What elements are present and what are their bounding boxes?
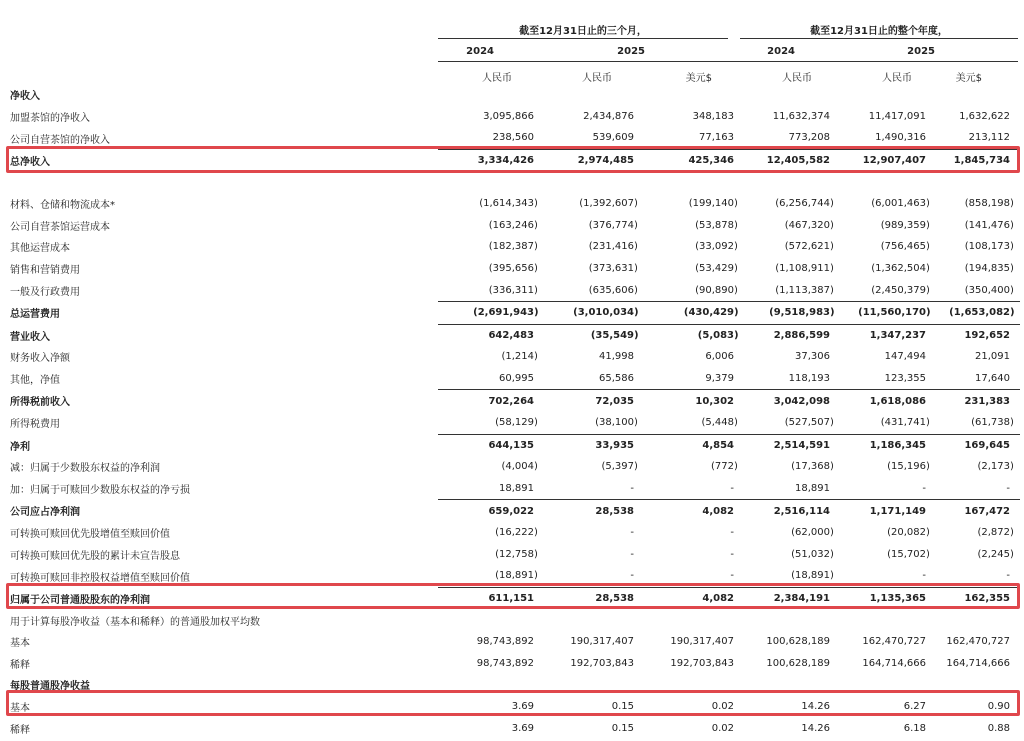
- row-value: -: [630, 482, 634, 494]
- row-value: -: [730, 570, 734, 582]
- row-label: 所得税费用: [10, 419, 60, 431]
- row-value: 2,974,485: [544, 149, 644, 171]
- row-label: 减：归属于少数股东权益的净利润: [10, 463, 160, 475]
- row-value: 642,483: [438, 324, 544, 346]
- row-value: (431,741): [880, 417, 930, 429]
- row-value: 17,640: [975, 373, 1010, 385]
- row-value: [840, 609, 936, 631]
- row-value: [438, 84, 544, 106]
- row-label: 其他，净值: [10, 375, 60, 387]
- row-value: 1,845,734: [936, 149, 1020, 171]
- table-row: [10, 258, 1020, 280]
- row-value: 238,560: [492, 132, 534, 144]
- row-label: 一般及行政费用: [10, 286, 80, 298]
- row-value: [744, 609, 840, 631]
- row-value: (6,001,463): [871, 198, 930, 210]
- row-value: (62,000): [791, 527, 834, 539]
- row-value: 0.15: [611, 722, 634, 734]
- row-value: 2,514,591: [744, 434, 840, 456]
- row-value: 10,302: [644, 390, 744, 412]
- year-header: 2025: [907, 46, 935, 57]
- row-value: 162,470,727: [946, 636, 1010, 648]
- row-value: [438, 674, 544, 696]
- row-value: 169,645: [936, 434, 1020, 456]
- row-value: [840, 171, 936, 193]
- row-value: (163,246): [488, 219, 538, 231]
- row-value: (194,835): [964, 263, 1014, 275]
- row-value: [644, 674, 744, 696]
- row-value: (756,465): [880, 241, 930, 253]
- row-value: 0.02: [711, 722, 734, 734]
- row-value: 18,891: [499, 482, 534, 494]
- row-value: 773,208: [788, 132, 830, 144]
- table-row: [10, 587, 1020, 609]
- row-label: 用于计算每股净收益（基本和稀释）的普通股加权平均数: [10, 616, 260, 628]
- year-divider: [438, 61, 1018, 62]
- row-value: 164,714,666: [862, 657, 926, 669]
- row-value: 100,628,189: [766, 657, 830, 669]
- row-value: 98,743,892: [476, 657, 534, 669]
- row-value: (11,560,170): [840, 301, 936, 324]
- row-value: 167,472: [936, 500, 1020, 522]
- row-value: 192,652: [936, 324, 1020, 346]
- row-value: 21,091: [975, 351, 1010, 363]
- currency-header: 美元$: [955, 73, 982, 84]
- row-value: 118,193: [788, 373, 830, 385]
- row-value: (53,429): [695, 263, 738, 275]
- row-value: -: [730, 548, 734, 560]
- row-value: (15,702): [887, 548, 930, 560]
- table-row: [10, 412, 1020, 434]
- row-label: [10, 171, 438, 193]
- row-value: 123,355: [884, 373, 926, 385]
- row-value: 702,264: [438, 390, 544, 412]
- row-value: (231,416): [588, 241, 638, 253]
- row-value: 539,609: [592, 132, 634, 144]
- row-value: (2,245): [977, 548, 1014, 560]
- row-value: (3,010,034): [544, 301, 644, 324]
- row-value: [644, 84, 744, 106]
- row-value: [438, 171, 544, 193]
- currency-header: 美元$: [685, 73, 712, 84]
- row-value: 2,384,191: [744, 587, 840, 609]
- table-row: [10, 390, 1020, 412]
- row-value: (350,400): [964, 284, 1014, 296]
- row-value: (5,397): [601, 461, 638, 473]
- row-value: [936, 84, 1020, 106]
- row-value: -: [630, 548, 634, 560]
- row-value: [438, 609, 544, 631]
- row-value: [936, 609, 1020, 631]
- row-value: 1,347,237: [840, 324, 936, 346]
- row-value: 1,632,622: [959, 110, 1010, 122]
- row-value: 28,538: [544, 587, 644, 609]
- row-value: (51,032): [791, 548, 834, 560]
- row-value: (430,429): [644, 301, 744, 324]
- row-value: (18,891): [495, 570, 538, 582]
- row-value: (858,198): [964, 198, 1014, 210]
- row-value: 28,538: [544, 500, 644, 522]
- row-value: -: [630, 527, 634, 539]
- row-label: 财务收入净额: [10, 353, 70, 365]
- row-value: [544, 171, 644, 193]
- row-value: (141,476): [964, 219, 1014, 231]
- row-value: [644, 171, 744, 193]
- row-value: 659,022: [438, 500, 544, 522]
- row-label: 净利: [10, 441, 30, 453]
- row-value: (527,507): [784, 417, 834, 429]
- row-value: -: [1006, 570, 1010, 582]
- table-row: [10, 631, 1020, 653]
- row-label: 材料、仓储和物流成本*: [10, 200, 115, 212]
- row-value: (1,108,911): [775, 263, 834, 275]
- row-value: (6,256,744): [775, 198, 834, 210]
- row-value: 60,995: [499, 373, 534, 385]
- row-value: 12,405,582: [744, 149, 840, 171]
- row-value: 33,935: [544, 434, 644, 456]
- table-row: [10, 717, 1020, 739]
- table-row: [10, 84, 1020, 106]
- row-value: 11,632,374: [772, 110, 830, 122]
- row-value: (9,518,983): [744, 301, 840, 324]
- row-value: 162,470,727: [862, 636, 926, 648]
- table-row: [10, 171, 1020, 193]
- table-row: [10, 478, 1020, 500]
- table-row: [10, 127, 1020, 149]
- table-row: [10, 696, 1020, 718]
- row-value: (572,621): [784, 241, 834, 253]
- row-value: 3,042,098: [744, 390, 840, 412]
- row-value: 77,163: [699, 132, 734, 144]
- year-header: 2024: [767, 46, 795, 57]
- row-value: (33,092): [695, 241, 738, 253]
- row-value: 1,618,086: [840, 390, 936, 412]
- row-value: 12,907,407: [840, 149, 936, 171]
- row-value: (467,320): [784, 219, 834, 231]
- row-value: (18,891): [791, 570, 834, 582]
- row-value: 2,886,599: [744, 324, 840, 346]
- row-value: 192,703,843: [670, 657, 734, 669]
- table-row: [10, 522, 1020, 544]
- row-value: (38,100): [595, 417, 638, 429]
- row-value: [840, 674, 936, 696]
- row-label: 基本: [10, 702, 30, 714]
- row-value: (395,656): [488, 263, 538, 275]
- row-value: [936, 674, 1020, 696]
- row-value: (989,359): [880, 219, 930, 231]
- row-value: 425,346: [644, 149, 744, 171]
- row-value: 2,434,876: [583, 110, 634, 122]
- row-label: 加：归属于可赎回少数股东权益的净亏损: [10, 485, 190, 497]
- table-row: [10, 236, 1020, 258]
- table-row: [10, 106, 1020, 128]
- row-value: 348,183: [692, 110, 734, 122]
- row-value: (1,214): [501, 351, 538, 363]
- currency-header: 人民币: [882, 73, 912, 84]
- table-row: [10, 543, 1020, 565]
- row-label: 总净收入: [10, 156, 50, 168]
- row-value: [744, 84, 840, 106]
- row-value: (1,362,504): [871, 263, 930, 275]
- row-label: 营业收入: [10, 331, 50, 343]
- year-header: 2025: [617, 46, 645, 57]
- row-label: 其他运营成本: [10, 243, 70, 255]
- table-row: [10, 324, 1020, 346]
- row-value: (1,113,387): [775, 284, 834, 296]
- row-label: 可转换可赎回优先股的累计未宣告股息: [10, 550, 180, 562]
- row-value: 3.69: [511, 700, 534, 712]
- row-value: 4,082: [644, 500, 744, 522]
- row-value: 611,151: [438, 587, 544, 609]
- row-label: 所得税前收入: [10, 397, 70, 409]
- currency-header: 人民币: [782, 73, 812, 84]
- row-label: 归属于公司普通股股东的净利润: [10, 594, 150, 606]
- row-label: 基本: [10, 638, 30, 650]
- table-row: [10, 565, 1020, 587]
- table-row: [10, 434, 1020, 456]
- row-value: (336,311): [488, 284, 538, 296]
- row-value: [644, 609, 744, 631]
- row-label: 公司应占净利润: [10, 507, 80, 519]
- table-row: [10, 674, 1020, 696]
- row-value: 190,317,407: [570, 636, 634, 648]
- row-value: 3.69: [511, 722, 534, 734]
- currency-header: 人民币: [482, 73, 512, 84]
- row-value: (53,878): [695, 219, 738, 231]
- row-value: (16,222): [495, 527, 538, 539]
- row-value: (90,890): [695, 284, 738, 296]
- row-label: 净收入: [10, 91, 40, 103]
- row-value: 41,998: [599, 351, 634, 363]
- row-value: (5,083): [644, 324, 744, 346]
- row-value: 1,186,345: [840, 434, 936, 456]
- table-row: [10, 149, 1020, 171]
- period-three-months-header: 截至12月31日止的三个月，: [438, 22, 728, 37]
- row-value: 190,317,407: [670, 636, 734, 648]
- row-value: 98,743,892: [476, 636, 534, 648]
- row-value: -: [730, 482, 734, 494]
- row-value: [544, 674, 644, 696]
- row-value: 1,135,365: [840, 587, 936, 609]
- row-value: (1,614,343): [479, 198, 538, 210]
- row-value: [840, 84, 936, 106]
- row-value: (2,450,379): [871, 284, 930, 296]
- row-value: [544, 609, 644, 631]
- row-value: (635,606): [588, 284, 638, 296]
- row-value: 3,334,426: [438, 149, 544, 171]
- row-value: 14.26: [801, 722, 830, 734]
- table-row: [10, 346, 1020, 368]
- row-value: 0.90: [987, 700, 1010, 712]
- row-value: (12,758): [495, 548, 538, 560]
- row-value: (2,872): [977, 527, 1014, 539]
- table-row: [10, 279, 1020, 301]
- row-label: 公司自营茶馆运营成本: [10, 221, 110, 233]
- row-value: 3,095,866: [483, 110, 534, 122]
- row-value: (58,129): [495, 417, 538, 429]
- row-label: 稀释: [10, 724, 30, 736]
- table-row: [10, 368, 1020, 390]
- row-value: (4,004): [501, 461, 538, 473]
- income-statement-table: [10, 84, 1020, 739]
- row-value: 2,516,114: [744, 500, 840, 522]
- row-value: 4,082: [644, 587, 744, 609]
- row-value: 11,417,091: [868, 110, 926, 122]
- row-value: -: [922, 482, 926, 494]
- row-value: (2,173): [977, 461, 1014, 473]
- row-value: (373,631): [588, 263, 638, 275]
- row-value: [544, 84, 644, 106]
- period-full-year-header: 截至12月31日止的整个年度，: [740, 22, 1018, 37]
- row-label: 可转换可赎回优先股增值至赎回价值: [10, 529, 170, 541]
- row-label: 总运营费用: [10, 309, 60, 321]
- row-value: (108,173): [964, 241, 1014, 253]
- currency-header: 人民币: [582, 73, 612, 84]
- row-value: [744, 171, 840, 193]
- row-label: 稀释: [10, 659, 30, 671]
- row-value: 72,035: [544, 390, 644, 412]
- row-value: 164,714,666: [946, 657, 1010, 669]
- row-value: 9,379: [705, 373, 734, 385]
- row-value: 6,006: [705, 351, 734, 363]
- row-value: [744, 674, 840, 696]
- row-value: 162,355: [936, 587, 1020, 609]
- table-row: [10, 652, 1020, 674]
- row-value: [936, 171, 1020, 193]
- row-value: (182,387): [488, 241, 538, 253]
- row-value: 37,306: [795, 351, 830, 363]
- row-value: 100,628,189: [766, 636, 830, 648]
- row-value: 0.02: [711, 700, 734, 712]
- row-label: 销售和营销费用: [10, 265, 80, 277]
- table-row: [10, 215, 1020, 237]
- row-value: 18,891: [795, 482, 830, 494]
- row-value: 192,703,843: [570, 657, 634, 669]
- row-value: 65,586: [599, 373, 634, 385]
- table-row: [10, 500, 1020, 522]
- row-value: (35,549): [544, 324, 644, 346]
- row-value: (772): [711, 461, 738, 473]
- row-value: -: [730, 527, 734, 539]
- year-header: 2024: [466, 46, 494, 57]
- row-value: -: [630, 570, 634, 582]
- row-value: -: [1006, 482, 1010, 494]
- row-value: (20,082): [887, 527, 930, 539]
- row-label: 公司自营茶馆的净收入: [10, 134, 110, 146]
- row-value: 1,171,149: [840, 500, 936, 522]
- row-value: 6.18: [903, 722, 926, 734]
- row-value: 644,135: [438, 434, 544, 456]
- row-label: 加盟茶馆的净收入: [10, 112, 90, 124]
- table-row: [10, 301, 1020, 324]
- row-value: (376,774): [588, 219, 638, 231]
- row-value: -: [922, 570, 926, 582]
- row-value: (61,738): [971, 417, 1014, 429]
- row-value: 14.26: [801, 700, 830, 712]
- table-row: [10, 193, 1020, 215]
- row-value: 4,854: [644, 434, 744, 456]
- row-value: 147,494: [884, 351, 926, 363]
- row-value: 0.88: [987, 722, 1010, 734]
- row-value: (1,392,607): [579, 198, 638, 210]
- row-label: 每股普通股净收益: [10, 681, 90, 693]
- row-label: 可转换可赎回非控股权益增值至赎回价值: [10, 572, 190, 584]
- row-value: 6.27: [903, 700, 926, 712]
- row-value: 231,383: [936, 390, 1020, 412]
- row-value: (15,196): [887, 461, 930, 473]
- table-row: [10, 609, 1020, 631]
- row-value: (17,368): [791, 461, 834, 473]
- row-value: (2,691,943): [438, 301, 544, 324]
- table-row: [10, 456, 1020, 478]
- row-value: (1,653,082): [936, 301, 1020, 324]
- row-value: (5,448): [701, 417, 738, 429]
- row-value: (199,140): [688, 198, 738, 210]
- row-value: 213,112: [968, 132, 1010, 144]
- row-value: 1,490,316: [875, 132, 926, 144]
- row-value: 0.15: [611, 700, 634, 712]
